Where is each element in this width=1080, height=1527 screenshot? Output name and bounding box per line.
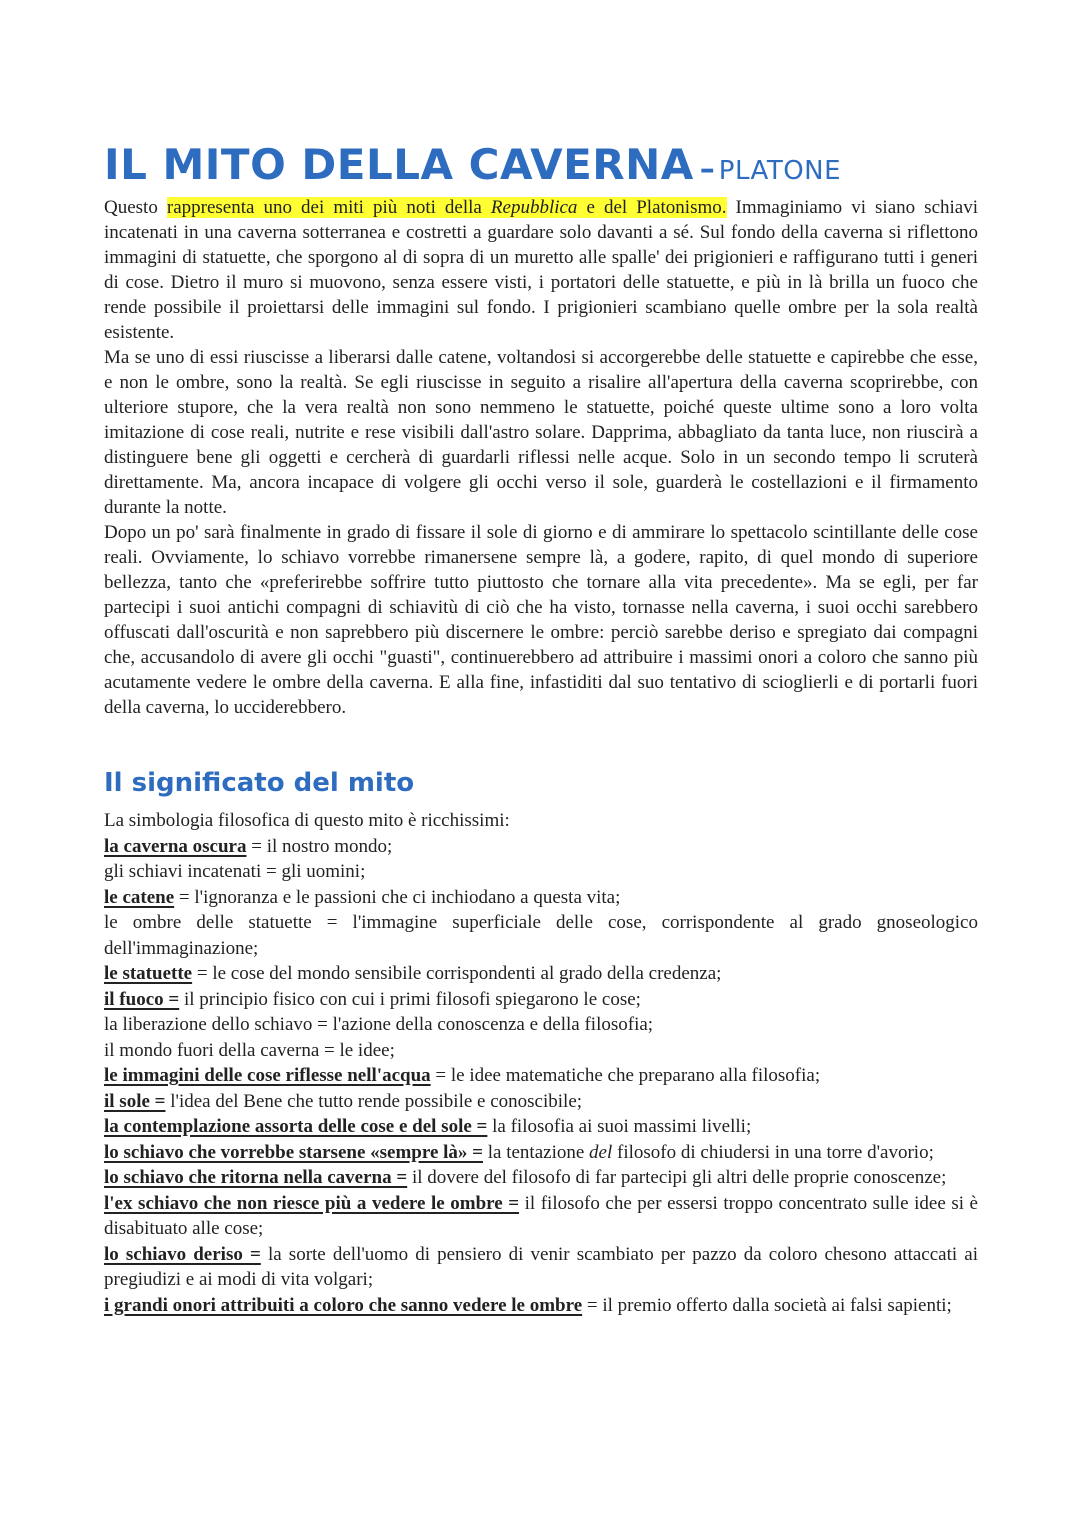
definition-meaning: = le idee matematiche che preparano alla filosofia; [430,1065,821,1086]
document-content [104,140,978,1318]
definition-term: le statuette [104,963,193,984]
intro-paragraph [104,195,978,345]
title-author: PLATONE [718,156,842,186]
definition-item [104,1191,978,1242]
definition-meaning: la liberazione dello schiavo = l'azione della conoscenza e della filosofia; [104,1014,654,1035]
title-dash: – [699,152,715,187]
title-main: IL MITO DELLA CAVERNA [104,140,694,189]
definition-term: lo schiavo che vorrebbe starsene «sempre là» = [104,1141,483,1163]
definition-term: lo schiavo che ritorna nella caverna = [104,1167,408,1188]
definition-meaning: la sorte dell'uomo di pensiero di venir scambiato per pazzo da coloro chesono attaccati ai pregiudizi e ai modi di vita volgari; [104,1243,978,1290]
symbol-intro: La simbologia filosofica di questo mito è ricchissimi: [104,810,510,831]
definition-term: lo schiavo deriso = [104,1243,261,1265]
definition-term: il fuoco = [104,988,180,1010]
definition-item [104,1165,978,1191]
highlight-italic: Repubblica [490,197,578,218]
definition-item [104,885,978,911]
definition-meaning: il mondo fuori della caverna = le idee; [104,1039,395,1061]
intro-rest: Immaginiamo vi siano schiavi incatenati in una caverna sotterranea e costretti a guardare solo davanti a sé. Sul fondo della caverna si riflettono immagini di statuette, che sporgono al di sopra di un muretto alle spalle' dei prigionieri e raffigurano tutti i generi di cose. Dietro il muro si muovono, senza essere visti, i portatori delle statuette, e più in là brilla un fuoco che rende possibile il proiettarsi delle immagini sul fondo. I prigionieri scambiano quelle ombre per la sola realtà esistente. [104,197,978,343]
definition-meaning-cont: filosofo di chiudersi in una torre d'avorio; [612,1141,934,1163]
definition-meaning: la filosofia ai suoi massimi livelli; [487,1116,752,1137]
definition-term: la contemplazione assorta delle cose e del sole = [104,1116,488,1137]
definition-meaning: = il premio offerto dalla società ai falsi sapienti; [582,1294,952,1316]
definition-meaning: gli schiavi incatenati = gli uomini; [104,861,366,882]
paragraph-3: Dopo un po' sarà finalmente in grado di fissare il sole di giorno e di ammirare lo spettacolo scintillante delle cose reali. Ovviamente, lo schiavo vorrebbe rimanersene sempre là, a godere, rapito, di quel mondo di superiore bellezza, tanto che «preferirebbe soffrire tutto piuttosto che tornare alla vita precedente». Ma se egli, per far partecipi i suoi antichi compagni di schiavitù di ciò che ha visto, tornasse nella caverna, i suoi occhi sarebbero offuscati dall'oscurità e non saprebbero più discernere le ombre: perciò sarebbe deriso e spregiato dai compagni che, accusandolo di avere gli occhi "guasti", continuerebbero ad attribuire i massimi onori a coloro che sanno più acutamente vedere le ombre della caverna. E alla fine, infastiditi dal suo tentativo di scioglierli e di portarli fuori della caverna, lo ucciderebbero. [104,522,978,718]
definition-item [104,961,978,987]
definition-item [104,1038,978,1064]
paragraph-2: Ma se uno di essi riuscisse a liberarsi dalle catene, voltandosi si accorgerebbe delle statuette e capirebbe che esse, e non le ombre, sono la realtà. Se egli riuscisse in seguito a risalire all'apertura della caverna scoprirebbe, con ulteriore stupore, che la vera realtà non sono nemmeno le statuette, poiché queste ultime sono a loro volta imitazione di cose reali, nutrite e rese visibili dall'astro solare. Dapprima, abbagliato da tanta luce, non riuscirà a distinguere bene gli oggetti e cercherà di guardarli riflessi nelle acque. Solo in un secondo tempo li scruterà direttamente. Ma, ancora incapace di volgere gli occhi verso il sole, guarderà le costellazioni e il firmamento durante la notte. [104,347,978,518]
definition-italic: del [589,1141,613,1163]
intro-lead: Questo [104,197,167,218]
section-heading: Il significato del mito [104,768,415,798]
definition-meaning: = le cose del mondo sensibile corrispondenti al grado della credenza; [192,963,722,984]
page-title [104,140,978,189]
definition-term: il sole = [104,1090,166,1112]
definition-item [104,987,978,1013]
definition-meaning: = il nostro mondo; [246,835,393,857]
highlight-text-1: rappresenta uno dei miti più noti della [166,197,491,218]
definition-meaning: le ombre delle statuette = l'immagine superficiale delle cose, corrispondente al grado gnoseologico dell'immaginazione; [104,912,978,959]
definition-term: le catene [104,886,175,908]
definition-item [104,910,978,961]
highlight-text-2: e del Platonismo. [577,197,727,218]
highlight [167,197,727,218]
definition-meaning: il dovere del filosofo di far partecipi gli altri delle proprie conoscenze; [407,1167,947,1188]
definition-item [104,1242,978,1293]
definition-item [104,1293,978,1319]
definition-term: le immagini delle cose riflesse nell'acqua [104,1065,431,1086]
definition-meaning: la tentazione [483,1141,590,1163]
definition-item [104,1089,978,1115]
definition-meaning: il principio fisico con cui i primi filosofi spiegarono le cose; [179,988,641,1010]
definition-meaning: il filosofo che per essersi troppo concentrato sulle idee si è disabituato alle cose; [104,1192,978,1239]
definition-term: i grandi onori attribuiti a coloro che sanno vedere le ombre [104,1294,583,1316]
definition-item [104,1012,978,1038]
definitions-list [104,834,978,1319]
definition-item [104,1063,978,1089]
definition-item [104,1114,978,1140]
definition-meaning: = l'ignoranza e le passioni che ci inchiodano a questa vita; [174,886,621,908]
definition-term: l'ex schiavo che non riesce più a vedere le ombre = [104,1192,520,1214]
definition-meaning: l'idea del Bene che tutto rende possibile e conoscibile; [165,1090,583,1112]
definition-item [104,1140,978,1166]
definition-item [104,859,978,885]
definition-item [104,834,978,860]
definition-term: la caverna oscura [104,835,247,857]
